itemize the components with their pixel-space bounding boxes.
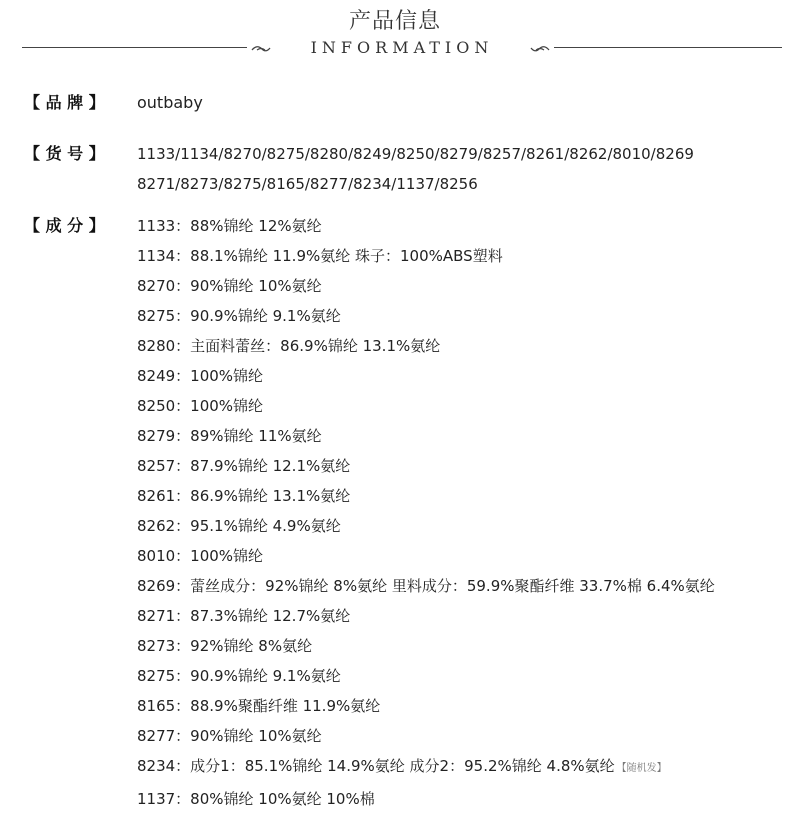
- composition-line: 8261：86.9%锦纶 13.1%氨纶: [137, 487, 351, 505]
- composition-line: 8277：90%锦纶 10%氨纶: [137, 727, 322, 745]
- composition-line-text: 8234：成分1：85.1%锦纶 14.9%氨纶 成分2：95.2%锦纶 4.8%氨纶: [137, 757, 615, 775]
- page-subtitle: INFORMATION: [310, 38, 494, 57]
- composition-line: 8262：95.1%锦纶 4.9%氨纶: [137, 517, 341, 535]
- item-number-line: 1133/1134/8270/8275/8280/8249/8250/8279/8257/8261/8262/8010/8269: [137, 145, 694, 163]
- brand-label: 【 品 牌 】: [24, 93, 105, 112]
- divider-line-right: [554, 47, 782, 48]
- brand-value: outbaby: [137, 93, 203, 112]
- composition-line: 8010：100%锦纶: [137, 547, 264, 565]
- composition-line: 8275：90.9%锦纶 9.1%氨纶: [137, 307, 341, 325]
- composition-line: 1134：88.1%锦纶 11.9%氨纶 珠子：100%ABS塑料: [137, 247, 503, 265]
- composition-line: 1133：88%锦纶 12%氨纶: [137, 217, 322, 235]
- brand-section: [24, 88, 774, 118]
- composition-line: 8280：主面料蕾丝：86.9%锦纶 13.1%氨纶: [137, 337, 441, 355]
- composition-line: 8275：90.9%锦纶 9.1%氨纶: [137, 667, 341, 685]
- composition-line: 8165：88.9%聚酯纤维 11.9%氨纶: [137, 697, 381, 715]
- composition-line: 8273：92%锦纶 8%氨纶: [137, 637, 313, 655]
- header-divider: [22, 37, 782, 59]
- composition-line: 8271：87.3%锦纶 12.7%氨纶: [137, 607, 351, 625]
- flourish-right-icon: [526, 41, 550, 55]
- composition-line: 1137：80%锦纶 10%氨纶 10%棉: [137, 790, 375, 808]
- composition-line: 8257：87.9%锦纶 12.1%氨纶: [137, 457, 351, 475]
- composition-line: 8270：90%锦纶 10%氨纶: [137, 277, 322, 295]
- random-ship-note: 【随机发】: [616, 763, 667, 774]
- page-title: 产品信息: [348, 9, 441, 34]
- composition-line: 8249：100%锦纶: [137, 367, 264, 385]
- composition-line: 8279：89%锦纶 11%氨纶: [137, 427, 322, 445]
- composition-line-with-note: [137, 751, 777, 784]
- item-number-line: 8271/8273/8275/8165/8277/8234/1137/8256: [137, 175, 478, 193]
- composition-label: 【 成 分 】: [24, 216, 105, 235]
- item-number-label: 【 货 号 】: [24, 144, 105, 163]
- composition-section: [24, 211, 774, 811]
- composition-line: 8250：100%锦纶: [137, 397, 264, 415]
- composition-line: 8269：蕾丝成分：92%锦纶 8%氨纶 里料成分：59.9%聚酯纤维 33.7%棉 6.4%氨纶: [137, 577, 715, 595]
- item-number-section: [24, 139, 774, 199]
